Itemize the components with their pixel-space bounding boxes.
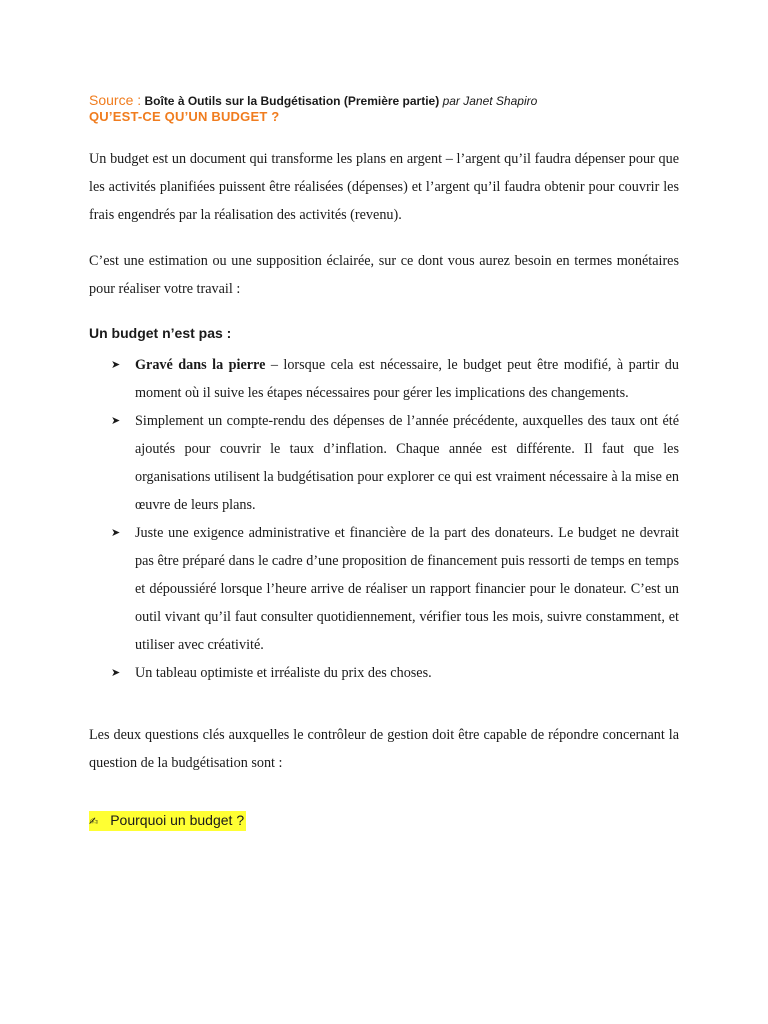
source-author: par Janet Shapiro — [442, 94, 538, 108]
arrow-bullet-icon: ➤ — [111, 526, 121, 539]
bullet-text: Simplement un compte-rendu des dépenses de l’année précédente, auxquelles des taux ont été ajoutés pour couvrir le taux d’inflation. Chaque année est différente. Il faut que les organisations utilisent la budgétisation pour explorer ce qui est vraiment nécessaire à la mise en œuvre de leurs plans. — [135, 413, 679, 513]
bullet-list — [89, 351, 679, 687]
bullet-lead: Gravé dans la pierre — [135, 357, 266, 373]
estimation-paragraph: C’est une estimation ou une supposition éclairée, sur ce dont vous aurez besoin en termes monétaires pour réaliser votre travail : — [89, 253, 679, 297]
writing-hand-icon: ✍ — [89, 815, 99, 828]
bullet-text: Juste une exigence administrative et financière de la part des donateurs. Le budget ne devrait pas être préparé dans le cadre d’une proposition de financement puis ressorti de temps en temps et dépoussiéré lorsque l’heure arrive de réaliser un rapport financier pour le donateur. C’est un outil vivant qu’il faut consulter quotidiennement, vérifier tous les mois, suivre constamment, et utiliser avec créativité. — [135, 525, 679, 653]
document-page — [89, 92, 679, 831]
section-heading: QU’EST-CE QU’UN BUDGET ? — [89, 109, 280, 124]
list-item — [89, 659, 679, 687]
source-title: Boîte à Outils sur la Budgétisation (Première partie) — [144, 94, 440, 108]
source-label: Source : — [89, 92, 142, 108]
highlighted-question — [89, 811, 246, 831]
not-a-budget-heading: Un budget n’est pas : — [89, 325, 232, 341]
highlighted-question-text: Pourquoi un budget ? — [110, 812, 245, 828]
intro-paragraph: Un budget est un document qui transforme les plans en argent – l’argent qu’il faudra dépenser pour que les activités planifiées puissent être réalisées (dépenses) et l’argent qu’il faudra obtenir pour couvrir les frais engendrés par la réalisation des activités (revenu). — [89, 151, 679, 223]
list-item — [89, 519, 679, 659]
list-item — [89, 407, 679, 519]
arrow-bullet-icon: ➤ — [111, 666, 121, 679]
closing-paragraph: Les deux questions clés auxquelles le contrôleur de gestion doit être capable de répondre concernant la question de la budgétisation sont : — [89, 727, 679, 771]
bullet-text: – lorsque cela est nécessaire, le budget peut être modifié, à partir du moment où il suive les étapes nécessaires pour gérer les implications des changements. — [135, 357, 679, 401]
arrow-bullet-icon: ➤ — [111, 358, 121, 371]
source-line — [89, 92, 679, 109]
arrow-bullet-icon: ➤ — [111, 414, 121, 427]
bullet-text: Un tableau optimiste et irréaliste du prix des choses. — [135, 665, 432, 681]
list-item — [89, 351, 679, 407]
